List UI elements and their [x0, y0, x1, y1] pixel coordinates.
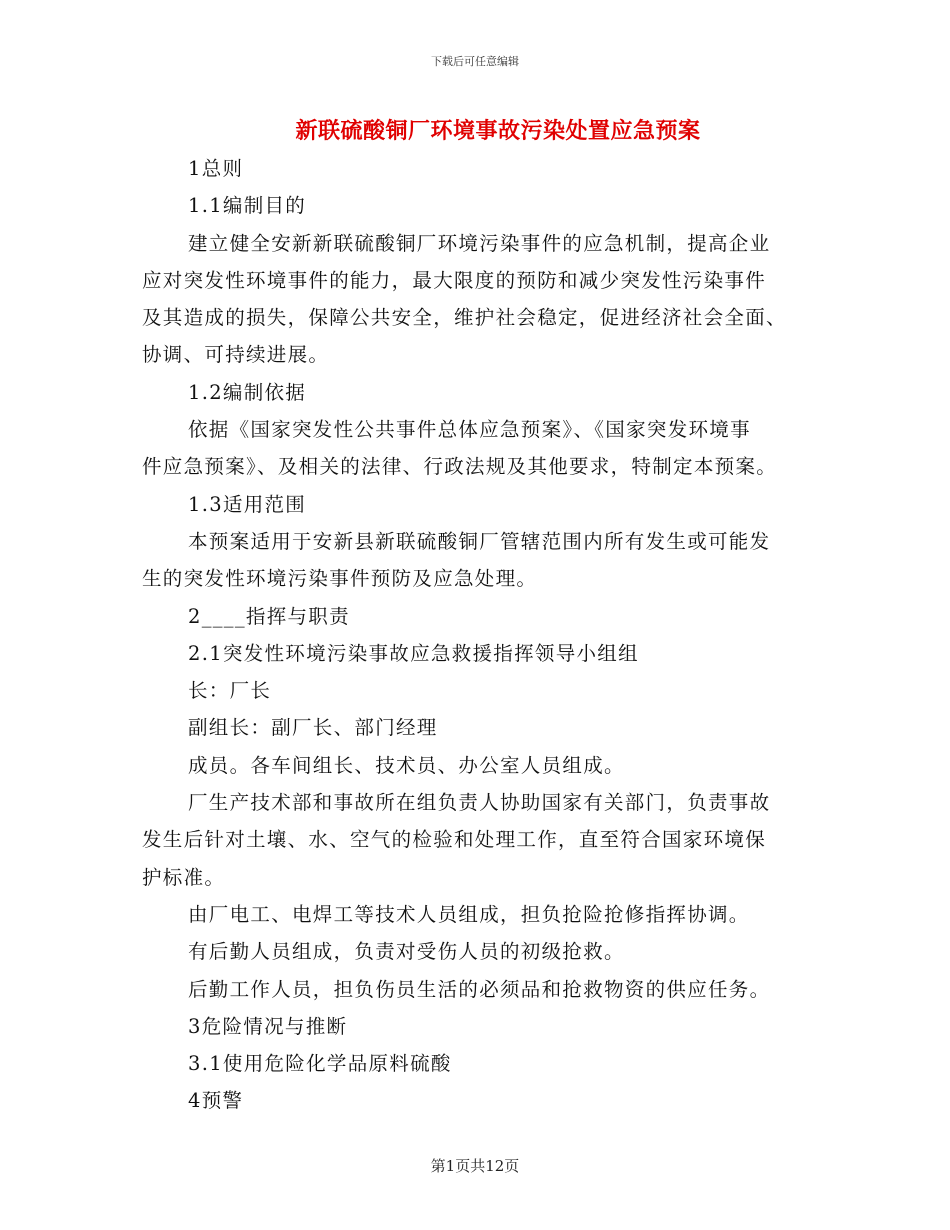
- body-line: 发生后针对土壤、水、空气的检验和处理工作，直至符合国家环境保: [142, 828, 767, 852]
- body-line: 后勤工作人员，担负伤员生活的必须品和抢救物资的供应任务。: [188, 977, 771, 1001]
- body-line: 本预案适用于安新县新联硫酸铜厂管辖范围内所有发生或可能发: [188, 529, 771, 553]
- body-line: 及其造成的损失，保障公共安全，维护社会稳定，促进经济社会全面、: [142, 306, 787, 330]
- body-line: 3危险情况与推断: [188, 1014, 348, 1038]
- body-line: 应对突发性环境事件的能力，最大限度的预防和减少突发性污染事件: [142, 268, 767, 292]
- body-line: 副组长：副厂长、部门经理: [188, 716, 438, 740]
- document-title: 新联硫酸铜厂环境事故污染处置应急预案: [295, 118, 701, 144]
- body-line: 1.3适用范围: [188, 492, 307, 516]
- document-body: [142, 150, 810, 1120]
- body-line: 3.1使用危险化学品原料硫酸: [188, 1052, 452, 1076]
- body-line: 1.2编制依据: [188, 380, 307, 404]
- body-line: 2.1突发性环境污染事故应急救援指挥领导小组组: [188, 641, 639, 665]
- body-line: 成员。各车间组长、技术员、办公室人员组成。: [188, 753, 625, 777]
- body-line: 长：厂长: [188, 679, 272, 703]
- body-line: 生的突发性环境污染事件预防及应急处理。: [142, 567, 538, 591]
- header-note: 下载后可任意编辑: [431, 55, 519, 68]
- body-line: 有后勤人员组成，负责对受伤人员的初级抢救。: [188, 940, 625, 964]
- body-line: 依据《国家突发性公共事件总体应急预案》、《国家突发环境事: [188, 418, 751, 442]
- body-line: 由厂电工、电焊工等技术人员组成，担负抢险抢修指挥协调。: [188, 902, 750, 926]
- body-line: 协调、可持续进展。: [142, 343, 330, 367]
- body-line: 护标准。: [142, 865, 226, 889]
- body-line: 1总则: [188, 157, 244, 180]
- body-line: 1.1编制目的: [188, 194, 307, 218]
- body-line: 4预警: [188, 1089, 244, 1113]
- body-line: 厂生产技术部和事故所在组负责人协助国家有关部门，负责事故: [188, 791, 771, 815]
- body-line: 件应急预案》、及相关的法律、行政法规及其他要求，特制定本预案。: [142, 455, 778, 479]
- body-line: 建立健全安新新联硫酸铜厂环境污染事件的应急机制，提高企业: [188, 231, 771, 255]
- page-number: 第1页共12页: [430, 1157, 520, 1175]
- body-line: 2____指挥与职责: [188, 604, 350, 628]
